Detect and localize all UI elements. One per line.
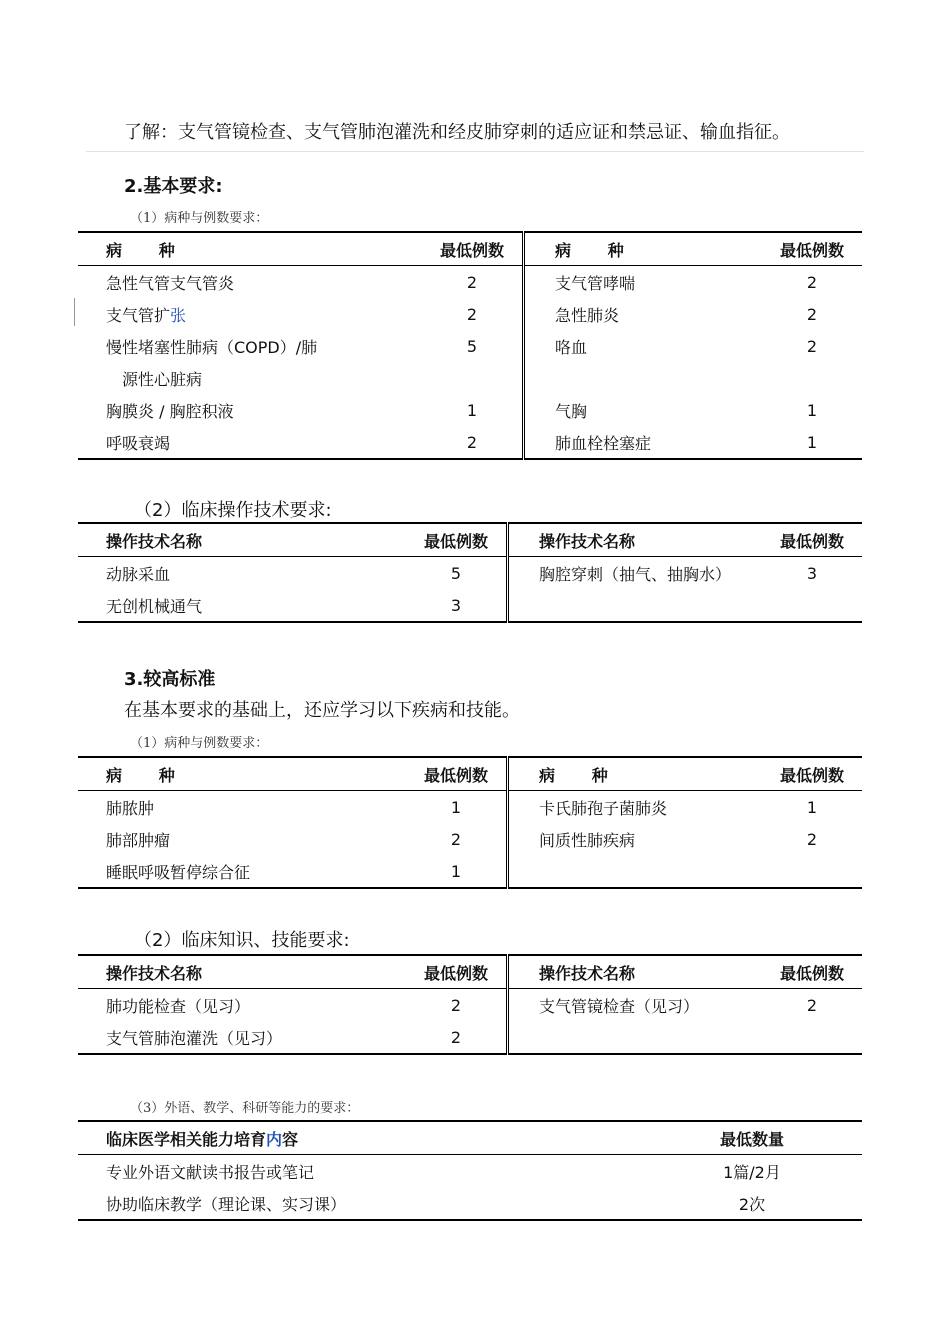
section-2-title: 2.基本要求: — [124, 176, 223, 197]
col-header-min-cases: 最低例数 — [423, 963, 488, 983]
table-row — [78, 855, 862, 888]
cell: 3 — [806, 563, 818, 583]
cell: 无创机械通气 — [106, 596, 203, 616]
header-text: 临床医学相关能力培育 — [106, 1129, 267, 1149]
cell: 睡眠呼吸暂停综合征 — [106, 862, 251, 882]
cell: 支气管肺泡灌洗（见习） — [106, 1028, 283, 1048]
table-row — [78, 1155, 862, 1188]
table-row — [78, 823, 862, 855]
procedure-table-basic — [78, 522, 862, 623]
cell: 肺部肿瘤 — [106, 830, 171, 850]
section-2-sub2: （2）临床操作技术要求: — [134, 500, 332, 521]
cell: 协助临床教学（理论课、实习课） — [106, 1194, 347, 1214]
col-header-min-cases: 最低例数 — [779, 963, 844, 983]
cell: 1 — [806, 432, 818, 452]
section-3-sub2: （2）临床知识、技能要求: — [134, 930, 350, 951]
skills-table-advanced — [78, 954, 862, 1055]
table-row — [78, 989, 862, 1022]
section-3-sub3: （3）外语、教学、科研等能力的要求： — [130, 1101, 360, 1116]
table-row — [78, 330, 862, 362]
cell: 2 — [450, 1027, 462, 1047]
cell: 间质性肺疾病 — [508, 823, 763, 855]
table-row — [78, 266, 862, 299]
col-header-disease: 病 种 — [508, 757, 763, 791]
table-row — [78, 362, 862, 394]
cell: 1 — [450, 797, 462, 817]
cell: 支气管镜检查（见习） — [508, 989, 763, 1022]
cell: 慢性堵塞性肺病（COPD）/肺 — [106, 337, 318, 357]
col-header-min-cases: 最低例数 — [423, 765, 488, 785]
cell: 2 — [806, 272, 818, 292]
cell: 胸腔穿刺（抽气、抽胸水） — [508, 557, 763, 590]
section-2-sub1: （1）病种与例数要求： — [130, 211, 269, 226]
table-row — [78, 1021, 862, 1054]
disease-table-advanced — [78, 756, 862, 889]
cell — [508, 589, 763, 622]
table-row — [78, 1187, 862, 1220]
cell — [422, 362, 524, 394]
divider — [86, 151, 864, 152]
col-header-min-cases: 最低例数 — [439, 240, 504, 260]
cell: 5 — [450, 563, 462, 583]
cell: 1 — [806, 400, 818, 420]
cell: 支气管哮喘 — [524, 266, 763, 299]
cell — [508, 855, 763, 888]
col-header-min-cases: 最低例数 — [779, 240, 844, 260]
cell — [762, 1021, 862, 1054]
cell: 2 — [806, 829, 818, 849]
disease-table-basic — [78, 231, 862, 460]
cell: 2 — [466, 432, 478, 452]
cell: 1 — [806, 797, 818, 817]
col-header-ability-content — [78, 1121, 682, 1155]
ability-table — [78, 1120, 862, 1221]
col-header-min-quantity: 最低数量 — [719, 1129, 784, 1149]
cell: 动脉采血 — [106, 564, 171, 584]
cell: 急性气管支气管炎 — [106, 273, 235, 293]
cell: 3 — [450, 595, 462, 615]
section-3-title: 3.较高标准 — [124, 669, 216, 690]
table-row — [78, 298, 862, 330]
cell: 1篇/2月 — [723, 1162, 781, 1182]
cell: 卡氏肺孢子菌肺炎 — [508, 791, 763, 824]
section-3-sub1: （1）病种与例数要求： — [130, 736, 269, 751]
cell: 2 — [450, 829, 462, 849]
table-row — [78, 557, 862, 590]
table-row — [78, 589, 862, 622]
cell: 气胸 — [524, 394, 763, 426]
cell — [762, 362, 862, 394]
col-header-min-cases: 最低例数 — [423, 531, 488, 551]
table-row — [78, 426, 862, 459]
col-header-procedure: 操作技术名称 — [508, 523, 763, 557]
cell: 5 — [466, 336, 478, 356]
cell: 咯血 — [524, 330, 763, 362]
cell-text: 支气管扩 — [106, 305, 171, 325]
cell — [508, 1021, 763, 1054]
col-header-procedure: 操作技术名称 — [508, 955, 763, 989]
cell: 2 — [466, 304, 478, 324]
col-header-disease: 病 种 — [524, 232, 763, 266]
highlighted-char: 张 — [170, 305, 187, 325]
cell: 2 — [466, 272, 478, 292]
cell: 肺脓肿 — [106, 798, 155, 818]
cell — [524, 362, 763, 394]
cell: 1 — [466, 400, 478, 420]
cell: 源性心脏病 — [122, 369, 203, 389]
cell: 2 — [450, 995, 462, 1015]
cell — [78, 298, 422, 330]
cell: 专业外语文献读书报告或笔记 — [106, 1162, 315, 1182]
cell: 2 — [806, 995, 818, 1015]
col-header-procedure: 操作技术名称 — [106, 531, 203, 551]
table-row — [78, 791, 862, 824]
col-header-min-cases: 最低例数 — [779, 765, 844, 785]
col-header-procedure: 操作技术名称 — [106, 963, 203, 983]
table-row — [78, 394, 862, 426]
highlighted-char: 内 — [266, 1129, 283, 1149]
col-header-disease: 病 种 — [106, 765, 177, 785]
intro-text: 了解：支气管镜检查、支气管肺泡灌洗和经皮肺穿刺的适应证和禁忌证、输血指征。 — [124, 122, 790, 143]
col-header-disease: 病 种 — [106, 240, 177, 260]
cell: 肺血栓栓塞症 — [524, 426, 763, 459]
cell: 2 — [806, 336, 818, 356]
cell: 肺功能检查（见习） — [106, 996, 251, 1016]
header-text: 容 — [282, 1129, 299, 1149]
col-header-min-cases: 最低例数 — [779, 531, 844, 551]
text-cursor — [74, 298, 75, 326]
cell: 呼吸衰竭 — [106, 433, 171, 453]
cell — [762, 589, 862, 622]
section-3-paragraph: 在基本要求的基础上，还应学习以下疾病和技能。 — [124, 700, 520, 721]
cell: 胸膜炎 / 胸腔积液 — [106, 401, 234, 421]
cell: 急性肺炎 — [524, 298, 763, 330]
cell: 2次 — [738, 1194, 766, 1214]
cell — [762, 855, 862, 888]
cell: 2 — [806, 304, 818, 324]
cell: 1 — [450, 861, 462, 881]
